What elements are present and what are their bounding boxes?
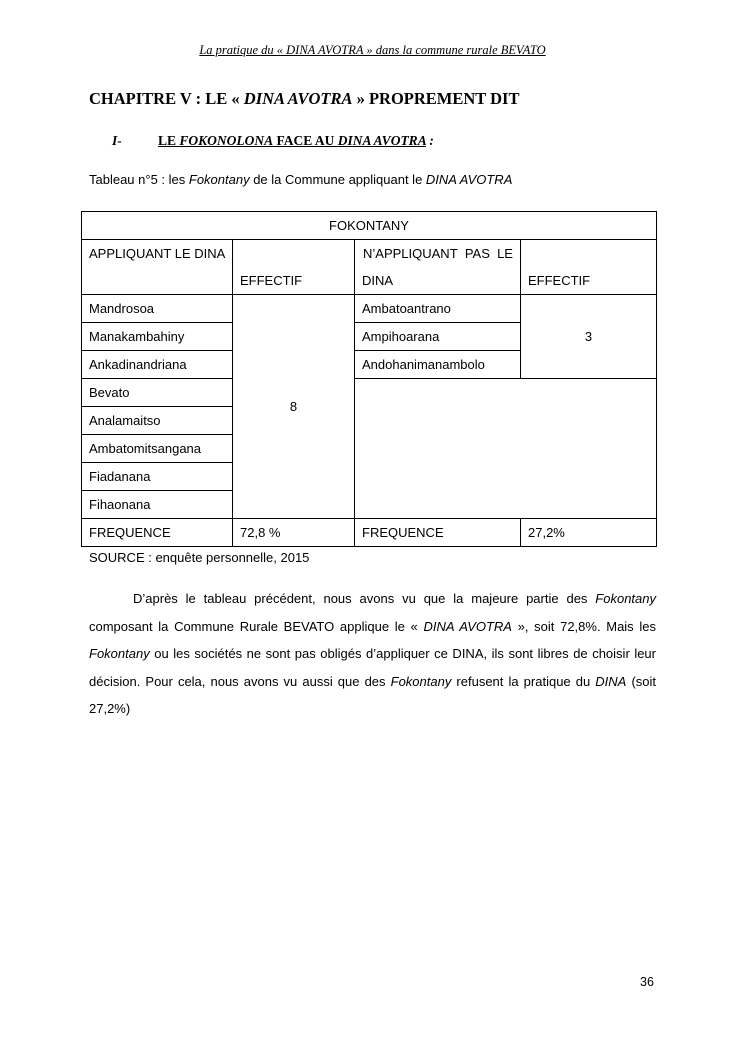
frequency-label-not-applying: FREQUENCE [355, 519, 521, 547]
applying-row: Fiadanana [82, 463, 233, 491]
applying-row: Manakambahiny [82, 323, 233, 351]
header-effectif-1: EFFECTIF [233, 240, 355, 295]
not-applying-row: Ampihoarana [355, 323, 521, 351]
header-not-applying: N’APPLIQUANT PAS LE DINA [355, 240, 521, 295]
empty-block [355, 379, 657, 519]
section-number: I- [112, 133, 122, 148]
fokontany-table [81, 211, 657, 547]
page-number: 36 [640, 975, 654, 989]
section-heading [112, 133, 434, 149]
not-applying-row: Ambatoantrano [355, 295, 521, 323]
section-title: LE FOKONOLONA FACE AU DINA AVOTRA [158, 133, 426, 148]
applying-row: Analamaitso [82, 407, 233, 435]
chapter-title-prefix: CHAPITRE V : LE « [89, 89, 244, 108]
frequency-label-applying: FREQUENCE [82, 519, 233, 547]
chapter-title-italic: DINA AVOTRA [243, 89, 353, 108]
applying-row: Ambatomitsangana [82, 435, 233, 463]
running-header: La pratique du « DINA AVOTRA » dans la commune rurale BEVATO [199, 43, 546, 57]
table-source: SOURCE : enquête personnelle, 2015 [89, 550, 310, 565]
frequency-value-applying: 72,8 % [233, 519, 355, 547]
applying-count: 8 [233, 295, 355, 519]
table-caption: Tableau n°5 : les Fokontany de la Commune appliquant le DINA AVOTRA [89, 172, 513, 187]
applying-row: Mandrosoa [82, 295, 233, 323]
header-effectif-2: EFFECTIF [521, 240, 657, 295]
not-applying-count: 3 [521, 295, 657, 379]
header-applying: APPLIQUANT LE DINA [82, 240, 233, 295]
applying-row: Ankadinandriana [82, 351, 233, 379]
applying-row: Bevato [82, 379, 233, 407]
body-paragraph: D’après le tableau précédent, nous avons vu que la majeure partie des Fokontany composant la Commune Rurale BEVATO applique le « DINA AVOTRA », soit 72,8%. Mais les Fokontany ou les sociétés ne sont pas obligés d’appliquer ce DINA, ils sont libres de choisir leur décision. Pour cela, nous avons vu aussi que des Fokontany refusent la pratique du DINA (soit 27,2%) [89, 591, 657, 716]
not-applying-row: Andohanimanambolo [355, 351, 521, 379]
applying-row: Fihaonana [82, 491, 233, 519]
chapter-title [89, 89, 519, 109]
chapter-title-suffix: » PROPREMENT DIT [352, 89, 520, 108]
frequency-value-not-applying: 27,2% [521, 519, 657, 547]
table-title-cell: FOKONTANY [82, 212, 657, 240]
section-colon: : [425, 133, 434, 148]
